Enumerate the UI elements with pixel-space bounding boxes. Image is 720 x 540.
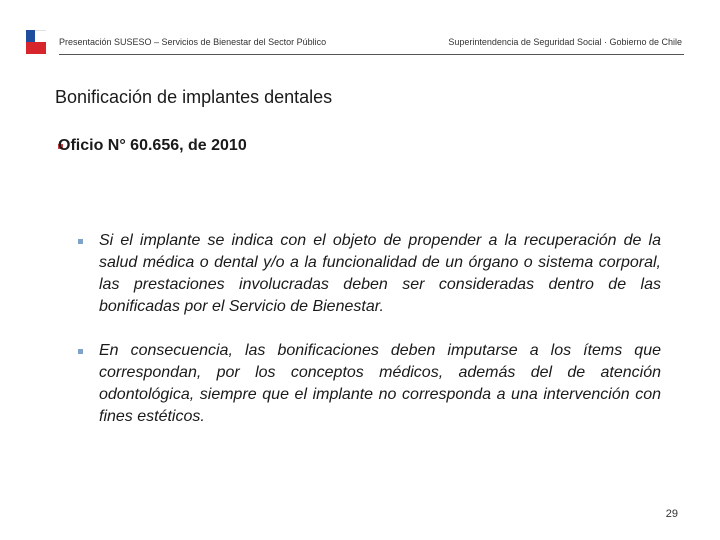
item-bullet-icon [78,239,83,244]
bullet-item-2: En consecuencia, las bonificaciones deben imputarse a los ítems que correspondan, por los conceptos médicos, además del de atención odontológica, siempre que el implante no corresponda a una intervención con fines estéticos. [99,342,661,425]
item-bullet-icon [78,349,83,354]
slide-title: Bonificación de implantes dentales [55,87,333,107]
gobierno-chile-logo [26,30,46,54]
logo-red-block [26,42,46,54]
header-right-text: Superintendencia de Seguridad Social · Gobierno de Chile [448,37,682,47]
bullet-item-1: Si el implante se indica con el objeto de propender a la recuperación de la salud médica o dental y/o a la funcionalidad de un órgano o sistema corporal, las prestaciones involucradas deben ser consideradas dentro de las bonificadas por el Servicio de Bienestar. [99,232,661,315]
slide-subtitle: Oficio N° 60.656, de 2010 [58,137,247,154]
logo-blue-block [26,30,35,42]
header-left-text: Presentación SUSESO – Servicios de Bienestar del Sector Público [59,37,327,47]
header-divider [59,54,684,55]
page-number: 29 [665,508,678,520]
logo-white-block [35,30,46,42]
